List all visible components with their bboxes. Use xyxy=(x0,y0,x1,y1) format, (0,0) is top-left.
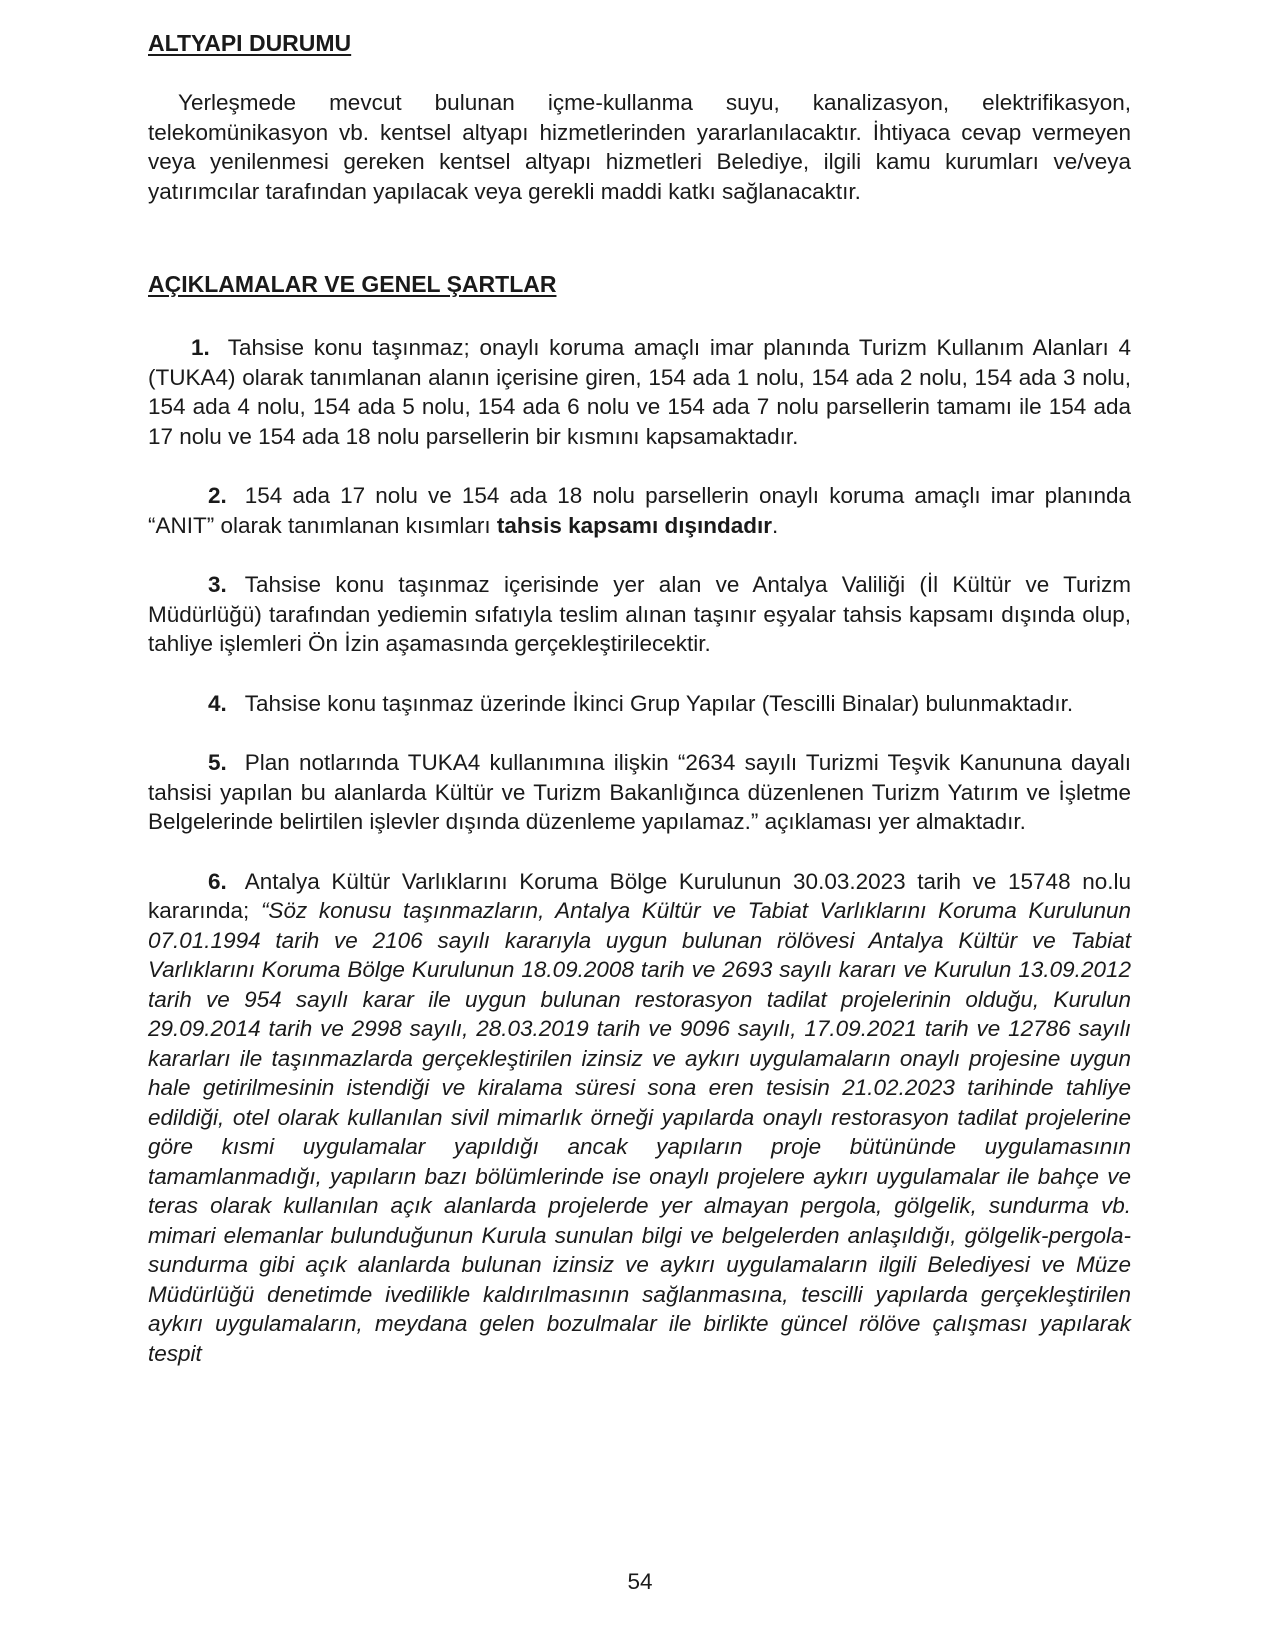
item-text: Antalya Kültür Varlıklarını Koruma Bölge Kurulunun 30.03.2023 tarih ve 15748 no.lu kararında; xyxy=(148,868,1131,923)
item-text: Tahsise konu taşınmaz; onaylı koruma amaçlı imar planında Turizm Kullanım Alanları 4 (TUKA4) olarak tanımlanan alanın içerisine giren, 154 ada 1 nolu, 154 ada 2 nolu, 154 ada 3 nolu, 154 ada 4 nolu, 154 ada 5 nolu, 154 ada 6 nolu ve 154 ada 7 nolu parsellerin tamamı ile 154 ada 17 nolu ve 154 ada 18 nolu parsellerin bir kısmını kapsamaktadır. xyxy=(148,335,1131,449)
item-text: Tahsise konu taşınmaz içerisinde yer alan ve Antalya Valiliği (İl Kültür ve Turizm Müdürlüğü) tarafından yediemin sıfatıyla teslim alınan taşınır eşyalar tahsis kapsamı dışında olup, tahliye işlemleri Ön İzin aşamasında gerçekleştirilecektir. xyxy=(148,572,1131,656)
item-number: 5. xyxy=(208,750,227,775)
list-item xyxy=(148,481,1131,540)
item-number: 1. xyxy=(191,335,210,360)
item-text: Plan notlarında TUKA4 kullanımına ilişkin “2634 sayılı Turizmi Teşvik Kanununa dayalı tahsisi yapılan bu alanlarda Kültür ve Turizm Bakanlığınca düzenlenen Turizm Yatırım ve İşletme Belgelerinde belirtilen işlevler dışında düzenleme yapılamaz.” açıklaması yer almaktadır. xyxy=(148,750,1131,834)
altyapi-paragraph: Yerleşmede mevcut bulunan içme-kullanma suyu, kanalizasyon, elektrifikasyon, telekomünikasyon vb. kentsel altyapı hizmetlerinden yararlanılacaktır. İhtiyaca cevap vermeyen veya yenilenmesi gereken kentsel altyapı hizmetleri Belediye, ilgili kamu kurumları ve/veya yatırımcılar tarafından yapılacak veya gerekli maddi katkı sağlanacaktır. xyxy=(148,90,1131,204)
item-text-quote: “Söz konusu taşınmazların, Antalya Kültür ve Tabiat Varlıklarını Koruma Kurulunun 07.01.1994 tarih ve 2106 sayılı kararıyla uygun bulunan rölövesi Antalya Kültür ve Tabiat Varlıklarını Koruma Bölge Kurulunun 18.09.2008 tarih ve 2693 sayılı kararı ve Kurulun 13.09.2012 tarih ve 954 sayılı karar ile uygun bulunan restorasyon tadilat projelerinin olduğu, Kurulun 29.09.2014 tarih ve 2998 sayılı, 28.03.2019 tarih ve 9096 sayılı, 17.09.2021 tarih ve 12786 sayılı kararları ile taşınmazlarda gerçekleştirilen izinsiz ve aykırı uygulamaların onaylı projesine uygun hale getirilmesinin istendiği ve kiralama süresi sona eren tesisin 21.02.2023 tarihinde tahliye edildiği, otel olarak kullanılan sivil mimarlık örneği yapılarda onaylı restorasyon tadilat projelerine göre kısmi uygulamalar yapıldığı ancak yapıların proje bütününde uygulamasının tamamlanmadığı, yapıların bazı bölümlerinde ise onaylı projelere aykırı uygulamalar ile bahçe ve teras olarak kullanılan açık alanlarda projelerde yer almayan pergola, gölgelik, sundurma vb. mimari elemanlar bulunduğunun Kurula sunulan bilgi ve belgelerden anlaşıldığı, gölgelik-pergola-sundurma gibi açık alanlarda bulunan izinsiz ve aykırı uygulamaların ilgili Belediyesi ve Müze Müdürlüğü denetimde ivedilikle kaldırılmasının sağlanmasına, tescilli yapılarda gerçekleştirilen aykırı uygulamaların, meydana gelen bozulmalar ile birlikte güncel rölöve çalışması yapılarak tespit xyxy=(148,898,1131,1366)
list-item xyxy=(148,689,1131,719)
page-number: 54 xyxy=(627,1569,653,1594)
item-text-bold: tahsis kapsamı dışındadır xyxy=(496,512,772,538)
page-content xyxy=(148,28,1131,1398)
list-item xyxy=(148,333,1131,451)
item-number: 3. xyxy=(208,572,227,597)
list-item xyxy=(148,867,1131,1369)
item-number: 6. xyxy=(208,868,227,894)
item-text: 154 ada 17 nolu ve 154 ada 18 nolu parsellerin onaylı koruma amaçlı imar planında “ANIT” olarak tanımlanan kısımları xyxy=(148,483,1131,538)
list-item xyxy=(148,748,1131,837)
section-heading-aciklamalar: AÇIKLAMALAR VE GENEL ŞARTLAR xyxy=(148,271,557,297)
conditions-list xyxy=(148,333,1131,1368)
list-item xyxy=(148,570,1131,659)
section-heading-altyapi: ALTYAPI DURUMU xyxy=(148,30,352,56)
item-text-end: . xyxy=(771,512,779,538)
item-number: 4. xyxy=(208,690,227,716)
item-number: 2. xyxy=(208,483,227,508)
item-text: Tahsise konu taşınmaz üzerinde İkinci Grup Yapılar (Tescilli Binalar) bulunmaktadır. xyxy=(244,690,1074,716)
